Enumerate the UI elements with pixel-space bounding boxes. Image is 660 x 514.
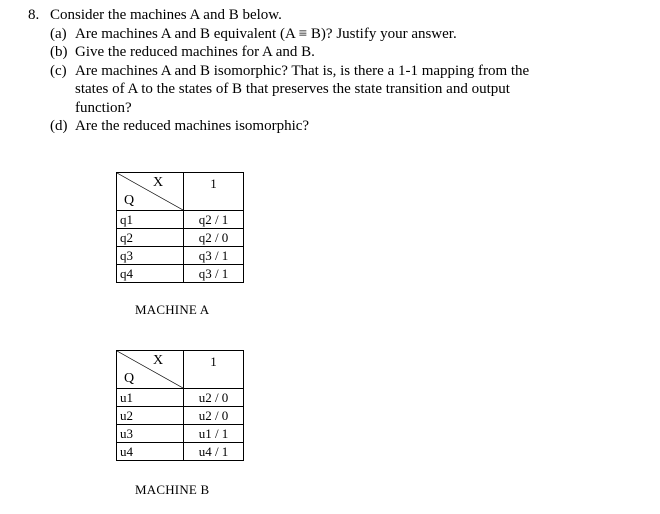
part-text: Are the reduced machines isomorphic? [75,118,310,134]
part-text: Are machines A and B isomorphic? That is, is there a 1-1 mapping from the [75,62,530,79]
part-a [50,25,648,44]
state-cell: u3 [117,425,184,443]
state-cell: u2 [117,407,184,425]
table-row [117,247,244,265]
input-value: 1 [210,354,217,369]
machine-a-caption: MACHINE A [135,302,210,317]
question-intro: Consider the machines A and B below. [50,7,282,23]
part-d [50,117,648,136]
transition-cell: q2 / 0 [184,229,244,247]
part-b [50,43,648,62]
part-c [50,62,648,118]
table-row [117,265,244,283]
input-column-header [184,173,244,211]
state-axis-label: Q [124,193,135,208]
transition-cell: u1 / 1 [184,425,244,443]
state-cell: u1 [117,389,184,407]
part-label: (c) [50,62,67,79]
question-parts [50,25,648,136]
question-block [28,6,648,136]
input-value: 1 [210,176,217,191]
part-label: (d) [50,118,68,134]
state-cell: u4 [117,443,184,461]
input-column-header [184,351,244,389]
table-row [117,425,244,443]
state-cell: q2 [117,229,184,247]
input-axis-label: X [153,353,164,368]
transition-cell: u2 / 0 [184,389,244,407]
part-text: Give the reduced machines for A and B. [75,44,315,60]
question-number: 8. [28,7,40,23]
part-text-continued: function? [75,99,132,116]
machine-a-table [116,172,244,283]
header-diagonal-cell [117,173,184,211]
part-text-continued: states of A to the states of B that preserves the state transition and output [75,81,510,97]
state-cell: q4 [117,265,184,283]
table-row [117,407,244,425]
header-diagonal-cell [117,351,184,389]
state-cell: q1 [117,211,184,229]
part-text: Are machines A and B equivalent (A ≡ B)? Justify your answer. [75,25,457,42]
table-row [117,229,244,247]
transition-cell: u4 / 1 [184,443,244,461]
table-row [117,389,244,407]
machine-b-caption: MACHINE B [135,482,210,497]
table-row [117,443,244,461]
transition-cell: q3 / 1 [184,265,244,283]
state-cell: q3 [117,247,184,265]
table-row [117,211,244,229]
part-label: (b) [50,44,68,60]
input-axis-label: X [153,175,164,190]
machine-b-table [116,350,244,461]
part-label: (a) [50,25,67,42]
transition-cell: q2 / 1 [184,211,244,229]
transition-cell: q3 / 1 [184,247,244,265]
transition-cell: u2 / 0 [184,407,244,425]
state-axis-label: Q [124,371,135,386]
